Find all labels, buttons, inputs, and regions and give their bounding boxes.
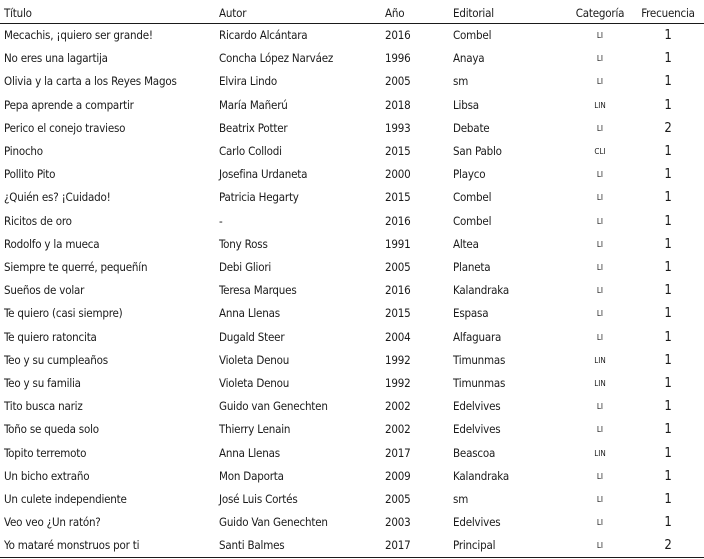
cell-publisher: Planeta [453,260,491,274]
cell-year: 2003 [385,515,411,530]
cell-category: LI [596,402,604,412]
cell-title: Sueños de volar [4,283,85,298]
cell-author: Guido Van Genechten [219,515,328,530]
table-row [0,94,704,117]
cell-frequency: 1 [664,190,672,206]
cell-year: 2002 [385,399,411,414]
cell-category: LI [596,54,604,64]
table-row [0,47,704,70]
cell-category: LI [596,216,604,226]
cell-author: Thierry Lenain [219,422,291,437]
cell-author: Violeta Denou [219,352,290,367]
cell-year: 2015 [385,306,411,321]
bottom-rule [0,557,704,558]
cell-frequency: 1 [664,144,672,159]
cell-category: LI [596,425,604,435]
table-row [0,210,704,233]
cell-author: Mon Daporta [219,468,284,483]
table-row [0,233,704,256]
table-row [0,117,704,140]
cell-frequency: 1 [664,515,672,531]
cell-category: LI [596,193,604,203]
table-row [0,534,704,557]
cell-category: LI [596,518,604,528]
table-row [0,418,704,441]
cell-publisher: sm [453,492,469,506]
cell-publisher: Kalandraka [453,468,509,483]
cell-year: 2018 [385,97,411,112]
cell-publisher: San Pablo [453,144,502,158]
table-row [0,372,704,395]
cell-title: Pinocho [4,144,43,158]
cell-author: María Mañerú [219,97,288,112]
cell-author: Tony Ross [219,236,268,251]
cell-category: LI [596,263,604,272]
table-row [0,488,704,511]
table-header [0,2,704,25]
cell-author: Debi Gliori [219,260,272,274]
cell-year: 2009 [385,468,411,483]
cell-category: LI [596,309,604,319]
table-row [0,511,704,534]
cell-category: LI [596,123,604,133]
cell-year: 1992 [385,376,411,390]
cell-publisher: Edelvives [453,399,501,414]
cell-author: Beatrix Potter [219,120,288,135]
cell-title: Pollito Pito [4,167,56,182]
cell-frequency: 1 [664,213,672,229]
table-row [0,70,704,93]
cell-category: LI [596,471,604,481]
cell-title: Teo y su cumpleaños [4,352,108,367]
cell-author: Violeta Denou [219,376,290,390]
cell-title: Toño se queda solo [4,422,99,437]
cell-year: 2004 [385,329,411,344]
cell-title: Siempre te querré, pequeñín [4,260,148,274]
cell-publisher: Libsa [453,97,479,112]
cell-author: Teresa Marques [219,283,297,298]
cell-publisher: Timunmas [453,352,506,367]
cell-frequency: 1 [664,329,672,345]
cell-title: Mecachis, ¡quiero ser grande! [4,28,153,42]
cell-publisher: Principal [453,538,496,553]
cell-author: Dugald Steer [219,329,285,344]
cell-publisher: Debate [453,120,490,135]
cell-publisher: Kalandraka [453,283,509,298]
cell-title: Yo mataré monstruos por ti [4,538,140,553]
cell-frequency: 1 [664,468,672,484]
cell-title: ¿Quién es? ¡Cuidado! [4,190,111,205]
cell-frequency: 1 [664,492,672,507]
cell-year: 1991 [385,236,411,251]
cell-publisher: Combel [453,28,492,42]
cell-author: Ricardo Alcántara [219,28,308,42]
cell-title: Un culete independiente [4,492,127,506]
cell-publisher: Timunmas [453,376,506,390]
cell-publisher: Playco [453,167,486,182]
cell-frequency: 1 [664,376,672,391]
cell-frequency: 1 [664,167,672,183]
cell-category: LI [596,495,604,504]
cell-publisher: Edelvives [453,422,501,437]
cell-frequency: 1 [664,97,672,113]
cell-title: Rodolfo y la mueca [4,236,100,251]
column-header-author: Autor [219,6,247,20]
cell-frequency: 1 [664,74,672,90]
column-header-title: Título [4,6,32,20]
cell-frequency: 2 [664,538,672,554]
cell-title: No eres una lagartija [4,51,108,66]
cell-publisher: Altea [453,236,479,251]
column-header-frequency: Frecuencia [641,6,695,20]
cell-title: Pepa aprende a compartir [4,97,134,112]
cell-category: LI [596,239,604,249]
table-row [0,349,704,372]
table-row [0,395,704,418]
cell-author: Anna Llenas [219,445,280,460]
cell-frequency: 1 [664,306,672,322]
cell-year: 2016 [385,283,411,298]
cell-publisher: sm [453,74,469,89]
cell-year: 2005 [385,492,411,506]
cell-title: Veo veo ¿Un ratón? [4,515,101,530]
cell-category: LI [596,31,604,40]
column-header-category: Categoría [575,6,625,20]
cell-year: 2015 [385,144,411,158]
cell-category: LIN [594,448,606,458]
table-row [0,163,704,186]
cell-title: Topito terremoto [4,445,87,460]
cell-frequency: 1 [664,28,672,43]
cell-frequency: 1 [664,283,672,299]
cell-publisher: Beascoa [453,445,496,460]
cell-frequency: 1 [664,236,672,252]
cell-title: Tito busca nariz [4,399,83,414]
cell-author: José Luis Cortés [219,492,298,506]
cell-publisher: Anaya [453,51,485,66]
cell-year: 2005 [385,260,411,274]
cell-publisher: Alfaguara [453,329,502,344]
cell-year: 2002 [385,422,411,437]
cell-category: LIN [594,100,606,110]
cell-year: 2000 [385,167,411,182]
cell-frequency: 1 [664,260,672,275]
cell-author: - [219,213,223,228]
table-row [0,302,704,325]
cell-year: 2016 [385,28,411,42]
cell-publisher: Edelvives [453,515,501,530]
cell-year: 1996 [385,51,411,66]
cell-year: 2017 [385,538,411,553]
cell-category: CLI [594,147,606,156]
table-row [0,256,704,279]
cell-category: LI [596,286,604,296]
cell-year: 2016 [385,213,411,228]
cell-author: Carlo Collodi [219,144,282,158]
cell-author: Josefina Urdaneta [219,167,308,182]
cell-category: LI [596,170,604,180]
table-row [0,465,704,488]
cell-category: LI [596,77,604,87]
cell-publisher: Espasa [453,306,489,321]
cell-frequency: 2 [664,120,672,136]
cell-title: Ricitos de oro [4,213,72,228]
table-row [0,442,704,465]
cell-frequency: 1 [664,352,672,368]
cell-year: 1993 [385,120,411,135]
cell-title: Olivia y la carta a los Reyes Magos [4,74,177,89]
cell-author: Anna Llenas [219,306,280,321]
cell-title: Perico el conejo travieso [4,120,126,135]
cell-title: Teo y su familia [4,376,81,390]
cell-category: LIN [594,379,606,388]
table-row [0,24,704,47]
cell-publisher: Combel [453,190,492,205]
cell-author: Santi Balmes [219,538,285,553]
cell-year: 2015 [385,190,411,205]
table-row [0,140,704,163]
cell-frequency: 1 [664,422,672,438]
cell-frequency: 1 [664,399,672,415]
table-row [0,186,704,209]
cell-author: Elvira Lindo [219,74,277,89]
table-row [0,326,704,349]
column-header-year: Año [385,6,405,20]
cell-year: 1992 [385,352,411,367]
cell-title: Un bicho extraño [4,468,90,483]
cell-title: Te quiero ratoncita [4,329,97,344]
cell-category: LI [596,541,604,551]
cell-category: LI [596,332,604,342]
cell-author: Guido van Genechten [219,399,328,414]
column-header-publisher: Editorial [453,6,494,20]
cell-frequency: 1 [664,51,672,67]
cell-category: LIN [594,355,606,365]
cell-publisher: Combel [453,213,492,228]
cell-author: Patricia Hegarty [219,190,299,205]
cell-year: 2017 [385,445,411,460]
table-row [0,279,704,302]
cell-title: Te quiero (casi siempre) [4,306,123,321]
cell-frequency: 1 [664,445,672,461]
cell-year: 2005 [385,74,411,89]
cell-author: Concha López Narváez [219,51,334,66]
